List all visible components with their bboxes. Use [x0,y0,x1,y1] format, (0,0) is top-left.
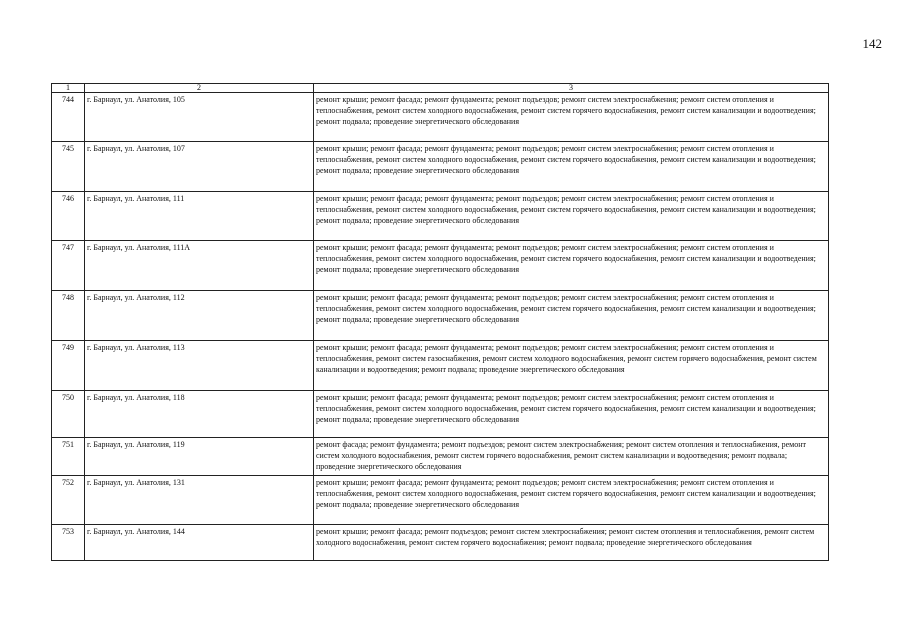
row-address: г. Барнаул, ул. Анатолия, 131 [85,476,314,525]
row-address: г. Барнаул, ул. Анатолия, 112 [85,291,314,341]
row-number: 746 [52,192,85,241]
column-header-3: 3 [314,84,829,93]
table-header-row [52,84,829,93]
table-row [52,525,829,561]
row-address: г. Барнаул, ул. Анатолия, 107 [85,142,314,192]
row-works: ремонт крыши; ремонт фасада; ремонт фундамента; ремонт подъездов; ремонт систем электроснабжения; ремонт систем отопления и теплоснабжения, ремонт систем холодного водоснабжения, ремонт систем горячего водоснабжения, ремонт систем канализации и водоотведения; ремонт подвала; проведение энергетического обследования [314,241,829,291]
row-works: ремонт крыши; ремонт фасада; ремонт фундамента; ремонт подъездов; ремонт систем электроснабжения; ремонт систем отопления и теплоснабжения, ремонт систем газоснабжения, ремонт систем холодного водоснабжения, ремонт систем горячего водоснабжения, ремонт систем канализации и водоотведения; ремонт подвала; проведение энергетического обследования [314,341,829,391]
table-row [52,291,829,341]
table-row [52,438,829,476]
row-number: 752 [52,476,85,525]
row-address: г. Барнаул, ул. Анатолия, 111 [85,192,314,241]
table-row [52,476,829,525]
row-works: ремонт крыши; ремонт фасада; ремонт фундамента; ремонт подъездов; ремонт систем электроснабжения; ремонт систем отопления и теплоснабжения, ремонт систем холодного водоснабжения, ремонт систем горячего водоснабжения, ремонт систем канализации и водоотведения; ремонт подвала; проведение энергетического обследования [314,192,829,241]
column-header-1: 1 [52,84,85,93]
row-number: 753 [52,525,85,561]
row-address: г. Барнаул, ул. Анатолия, 111А [85,241,314,291]
row-number: 750 [52,391,85,438]
table-row [52,391,829,438]
row-number: 747 [52,241,85,291]
row-number: 749 [52,341,85,391]
row-works: ремонт крыши; ремонт фасада; ремонт фундамента; ремонт подъездов; ремонт систем электроснабжения; ремонт систем отопления и теплоснабжения, ремонт систем холодного водоснабжения, ремонт систем горячего водоснабжения, ремонт систем канализации и водоотведения; ремонт подвала; проведение энергетического обследования [314,476,829,525]
row-number: 745 [52,142,85,192]
row-works: ремонт крыши; ремонт фасада; ремонт фундамента; ремонт подъездов; ремонт систем электроснабжения; ремонт систем отопления и теплоснабжения, ремонт систем холодного водоснабжения, ремонт систем горячего водоснабжения, ремонт систем канализации и водоотведения; ремонт подвала; проведение энергетического обследования [314,391,829,438]
table-row [52,142,829,192]
row-number: 751 [52,438,85,476]
row-works: ремонт крыши; ремонт фасада; ремонт подъездов; ремонт систем электроснабжения; ремонт систем отопления и теплоснабжения, ремонт систем холодного водоснабжения, ремонт систем горячего водоснабжения; ремонт подвала; проведение энергетического обследования [314,525,829,561]
row-address: г. Барнаул, ул. Анатолия, 113 [85,341,314,391]
row-works: ремонт крыши; ремонт фасада; ремонт фундамента; ремонт подъездов; ремонт систем электроснабжения; ремонт систем отопления и теплоснабжения, ремонт систем холодного водоснабжения, ремонт систем горячего водоснабжения, ремонт систем канализации и водоотведения; ремонт подвала; проведение энергетического обследования [314,93,829,142]
houses-table [51,83,829,561]
row-number: 748 [52,291,85,341]
column-header-2: 2 [85,84,314,93]
row-address: г. Барнаул, ул. Анатолия, 119 [85,438,314,476]
row-number: 744 [52,93,85,142]
row-address: г. Барнаул, ул. Анатолия, 118 [85,391,314,438]
table-row [52,241,829,291]
page-number: 142 [862,36,882,51]
row-address: г. Барнаул, ул. Анатолия, 144 [85,525,314,561]
row-works: ремонт крыши; ремонт фасада; ремонт фундамента; ремонт подъездов; ремонт систем электроснабжения; ремонт систем отопления и теплоснабжения, ремонт систем холодного водоснабжения, ремонт систем горячего водоснабжения, ремонт систем канализации и водоотведения; ремонт подвала; проведение энергетического обследования [314,291,829,341]
row-works: ремонт крыши; ремонт фасада; ремонт фундамента; ремонт подъездов; ремонт систем электроснабжения; ремонт систем отопления и теплоснабжения, ремонт систем холодного водоснабжения, ремонт систем горячего водоснабжения, ремонт систем канализации и водоотведения; ремонт подвала; проведение энергетического обследования [314,142,829,192]
row-works: ремонт фасада; ремонт фундамента; ремонт подъездов; ремонт систем электроснабжения; ремонт систем отопления и теплоснабжения, ремонт систем холодного водоснабжения, ремонт систем горячего водоснабжения, ремонт систем канализации и водоотведения; ремонт подвала; проведение энергетического обследования [314,438,829,476]
row-address: г. Барнаул, ул. Анатолия, 105 [85,93,314,142]
table-row [52,192,829,241]
table-row [52,341,829,391]
table-row [52,93,829,142]
